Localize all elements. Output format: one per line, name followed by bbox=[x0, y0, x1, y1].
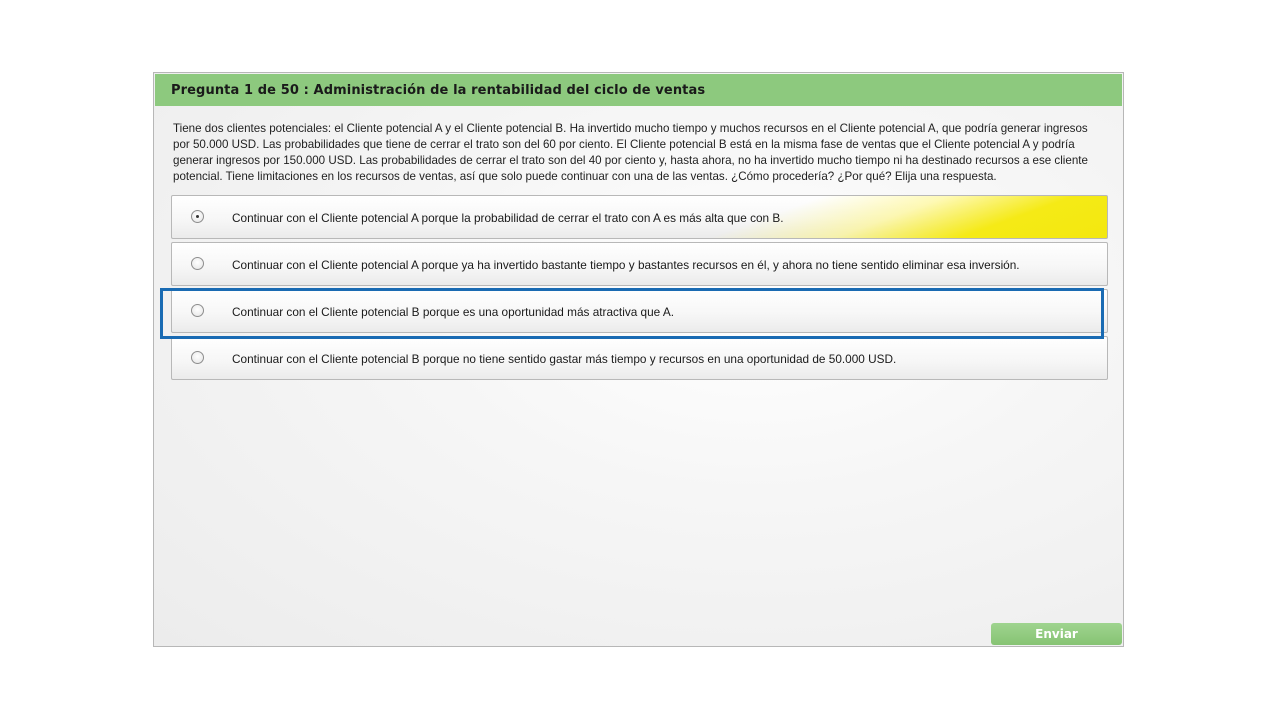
radio-button[interactable] bbox=[191, 257, 204, 270]
answer-option-2[interactable] bbox=[171, 242, 1108, 286]
answer-option-4[interactable] bbox=[171, 336, 1108, 380]
radio-button-selected[interactable] bbox=[191, 210, 204, 223]
answer-option-1[interactable] bbox=[171, 195, 1108, 239]
answer-option-label: Continuar con el Cliente potencial A porque la probabilidad de cerrar el trato con A es más alta que con B. bbox=[232, 211, 784, 225]
answer-option-label: Continuar con el Cliente potencial B porque no tiene sentido gastar más tiempo y recursos en una oportunidad de 50.000 USD. bbox=[232, 352, 897, 366]
question-panel bbox=[153, 72, 1124, 647]
answer-option-label: Continuar con el Cliente potencial B porque es una oportunidad más atractiva que A. bbox=[232, 305, 675, 319]
question-header bbox=[155, 74, 1122, 106]
radio-button[interactable] bbox=[191, 351, 204, 364]
question-text: Tiene dos clientes potenciales: el Cliente potencial A y el Cliente potencial B. Ha invertido mucho tiempo y muchos recursos en el Cliente potencial A, que podría generar ingresos por 50.000 USD. Las probabilidades que tiene de cerrar el trato son del 60 por ciento. El Cliente potencial B está en la misma fase de ventas que el Cliente potencial A y podría generar ingresos por 150.000 USD. Las probabilidades de cerrar el trato son del 40 por ciento y, hasta ahora, no ha invertido mucho tiempo ni ha destinado recursos a ese cliente potencial. Tiene limitaciones en los recursos de ventas, así que solo puede continuar con una de las ventas. ¿Cómo procedería? ¿Por qué? Elija una respuesta. bbox=[173, 122, 1088, 183]
answer-option-3[interactable] bbox=[171, 289, 1108, 333]
answer-option-label: Continuar con el Cliente potencial A porque ya ha invertido bastante tiempo y bastantes recursos en él, y ahora no tiene sentido eliminar esa inversión. bbox=[232, 258, 1020, 272]
question-title: Pregunta 1 de 50 : Administración de la rentabilidad del ciclo de ventas bbox=[171, 82, 706, 98]
radio-button[interactable] bbox=[191, 304, 204, 317]
radio-dot-icon bbox=[196, 215, 199, 218]
submit-button[interactable]: Enviar bbox=[991, 623, 1122, 645]
